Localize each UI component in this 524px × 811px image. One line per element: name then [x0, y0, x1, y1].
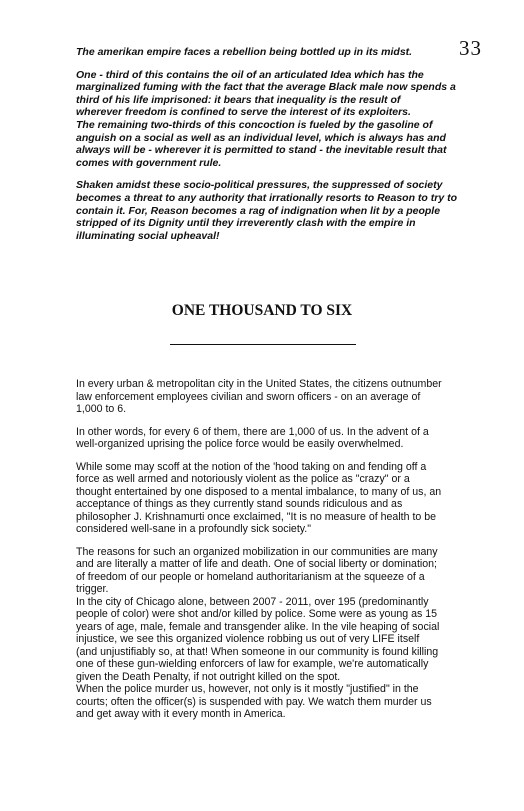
text-line: trigger. [76, 583, 109, 595]
text-line: force as well armed and notoriously violent as the police as "crazy" or a [76, 473, 410, 485]
text-line: always will be - wherever it is permitted to stand - the inevitable result that [76, 144, 447, 157]
text-line: While some may scoff at the notion of the 'hood taking on and fending off a [76, 460, 427, 473]
intro-paragraph-3 [76, 179, 476, 242]
body-paragraph-2 [76, 426, 496, 451]
text-line: contain it. For, Reason becomes a rag of indignation when lit by a people [76, 204, 441, 217]
body-paragraph-4 [76, 546, 496, 596]
body-paragraph-5 [76, 596, 496, 721]
text-line: well-organized uprising the police force would be easily overwhelmed. [76, 438, 404, 450]
text-line: becomes a threat to any authority that irrationally resorts to Reason to try to [76, 191, 457, 204]
section-title: ONE THOUSAND TO SIX [171, 302, 353, 319]
text-line: and get away with it every month in America. [76, 708, 286, 720]
text-line: law enforcement employees civilian and sworn officers - on an average of [76, 390, 421, 403]
text-line: The reasons for such an organized mobilization in our communities are many [76, 545, 438, 558]
text-line: illuminating social upheaval! [76, 229, 220, 242]
body-paragraph-3 [76, 461, 496, 536]
body-section [76, 378, 496, 731]
text-line: considered well-sane in a profoundly sick society." [76, 523, 311, 535]
text-line: In other words, for every 6 of them, there are 1,000 of us. In the advent of a [76, 425, 429, 438]
text-line: courts; often the officer(s) is suspended with pay. We watch them murder us [76, 695, 432, 708]
text-line [76, 179, 476, 192]
text-line: thought entertained by one disposed to a mental imbalance, to many of us, an [76, 485, 442, 498]
title-divider [170, 344, 356, 345]
text-line: people of color) were shot and/or killed by police. Some were as young as 15 [76, 608, 437, 620]
text-line: and are literally a matter of life and death. One of social liberty or domination; [76, 558, 437, 570]
text-line: The remaining two-thirds of this concoction is fueled by the gasoline of [76, 118, 433, 131]
intro-paragraph-1: The amerikan empire faces a rebellion being bottled up in its midst. [76, 46, 413, 58]
text-line: wherever freedom is confined to serve the interest of its exploiters. [76, 106, 411, 119]
text-line: acceptance of things as they currently stand sounds ridiculous and as [76, 498, 403, 510]
text-fragment: amidst these socio-political pressures, the suppressed of society [113, 179, 443, 192]
text-line: years of age, male, female and transgender alike. In the vile heaping of social [76, 620, 440, 633]
text-line: One - third of this contains the oil of an articulated Idea which has the [76, 68, 424, 81]
lead-word: Shaken [76, 179, 114, 192]
text-line: injustice, we see this organized violence robbing us out of very LIFE itself [76, 633, 420, 645]
text-line: comes with government rule. [76, 156, 222, 169]
text-line: In the city of Chicago alone, between 2007 - 2011, over 195 (predominantly [76, 595, 429, 608]
text-line: (and unjustifiably so, at that! When someone in our community is found killing [76, 645, 439, 658]
text-line: anguish on a social as well as an individual level, which is always has and [76, 131, 446, 144]
text-line: stripped of its Dignity until they irreverently clash with the empire in [76, 217, 416, 230]
text-line: marginalized fuming with the fact that the average Black male now spends a [76, 81, 456, 94]
text-line: given the Death Penalty, if not outright killed on the spot. [76, 670, 341, 683]
text-line: of freedom of our people or homeland authoritarianism at the squeeze of a [76, 570, 425, 583]
text-line: 1,000 to 6. [76, 403, 127, 415]
page-number: 33 [459, 36, 482, 60]
text-line: one of these gun-wielding enforcers of law for example, we're automatically [76, 658, 429, 670]
text-line: When the police murder us, however, not only is it mostly "justified" in the [76, 683, 419, 695]
text-line: philosopher J. Krishnamurti once exclaimed, "It is no measure of health to be [76, 510, 437, 523]
body-paragraph-1 [76, 378, 496, 416]
intro-section [76, 46, 476, 252]
intro-paragraph-2 [76, 69, 476, 170]
text-line: third of his life imprisoned: it bears that inequality is the result of [76, 93, 401, 106]
text-line: In every urban & metropolitan city in the United States, the citizens outnumber [76, 378, 442, 390]
